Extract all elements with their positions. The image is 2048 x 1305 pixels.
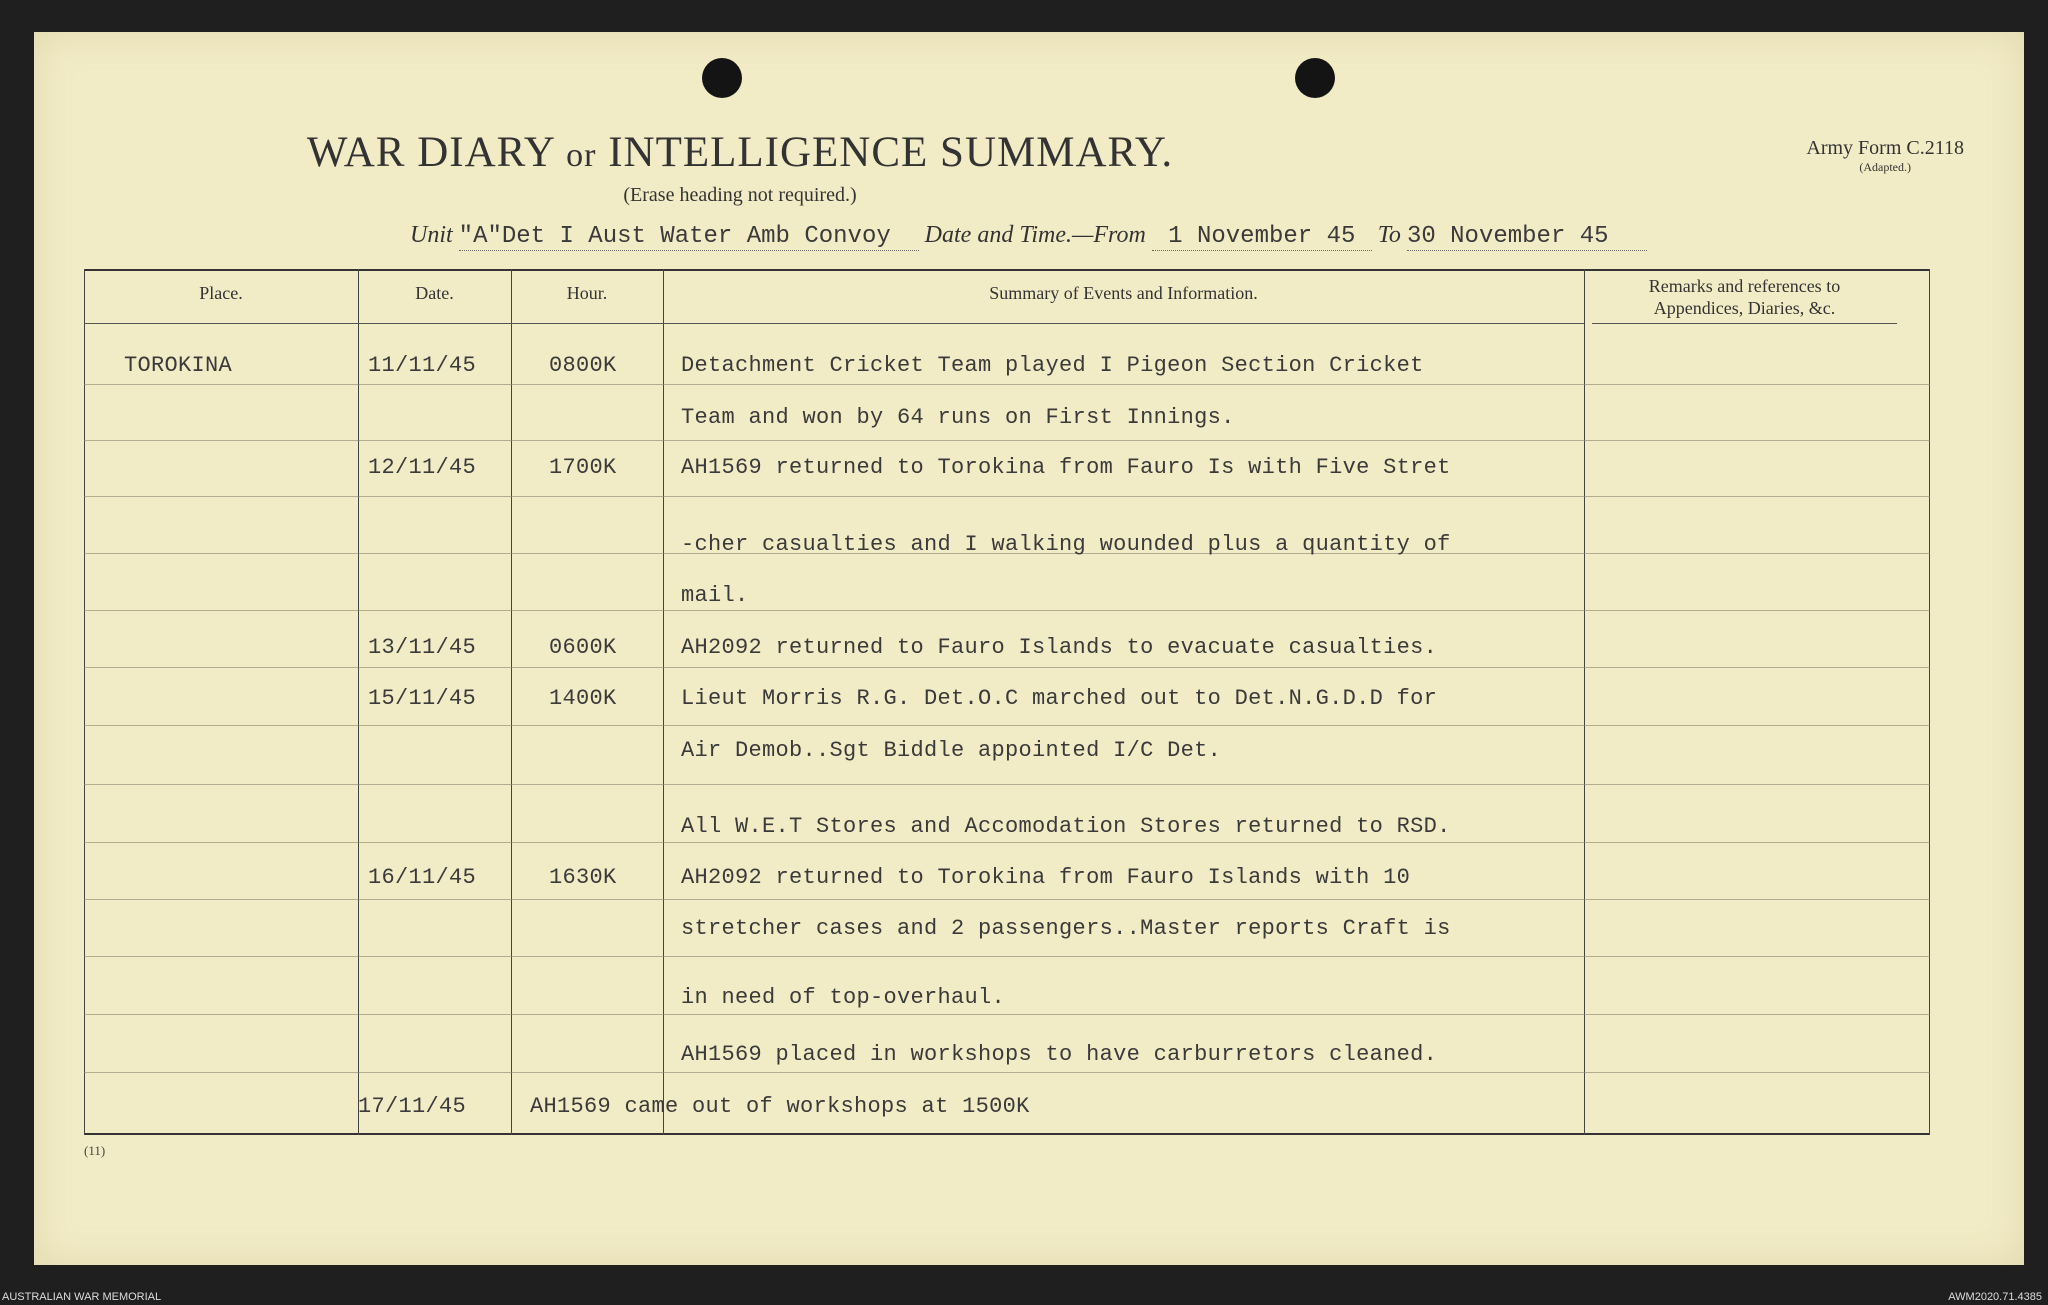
column-header-place: Place.: [199, 283, 243, 303]
page-number: (11): [84, 1143, 106, 1158]
entry-date: 12/11/45: [368, 455, 477, 480]
entry-text: stretcher cases and 2 passengers..Master reports Craft is: [681, 916, 1451, 941]
entry-hour: 0600K: [549, 635, 617, 660]
entry-text: in need of top-overhaul.: [681, 985, 1006, 1010]
entry-text: Air Demob..Sgt Biddle appointed I/C Det.: [681, 738, 1222, 763]
punch-hole-left: [702, 58, 742, 98]
column-header-date: Date.: [415, 283, 454, 303]
table-top-rule: [84, 269, 1930, 271]
entry-hour: 1630K: [549, 865, 617, 890]
remarks-header-line1: Remarks and references to: [1648, 276, 1841, 296]
entry-date: 13/11/45: [368, 635, 477, 660]
punch-hole-right: [1295, 58, 1335, 98]
row-rule: [84, 496, 1930, 497]
to-value: 30 November 45: [1407, 223, 1647, 251]
unit-line: [410, 222, 1647, 251]
entry-text: -cher casualties and I walking wounded plus a quantity of: [681, 532, 1451, 557]
entry-date: 17/11/45: [358, 1094, 467, 1119]
army-form-note: (Adapted.): [1859, 160, 1912, 174]
entry-text: Team and won by 64 runs on First Innings.: [681, 405, 1235, 430]
title-part1: WAR DIARY: [306, 129, 555, 176]
row-rule: [84, 725, 1930, 726]
from-value: 1 November 45: [1152, 223, 1372, 251]
entry-date: 16/11/45: [368, 865, 477, 890]
entry-text: AH2092 returned to Torokina from Fauro Islands with 10: [681, 865, 1411, 890]
title-or: or: [566, 137, 597, 174]
entry-text: AH1569 came out of workshops at 1500K: [530, 1094, 1030, 1119]
to-label: To: [1377, 222, 1401, 248]
page-title: [0, 128, 1480, 177]
column-divider: [663, 269, 664, 1135]
row-rule: [84, 899, 1930, 900]
column-header-remarks: [1592, 275, 1897, 319]
unit-value: "A"Det I Aust Water Amb Convoy: [459, 223, 919, 251]
column-divider: [1584, 269, 1585, 1135]
entry-date: 15/11/45: [368, 686, 477, 711]
row-rule: [84, 610, 1930, 611]
column-divider: [358, 269, 359, 1135]
entry-text: AH1569 placed in workshops to have carburretors cleaned.: [681, 1042, 1438, 1067]
row-rule: [84, 956, 1930, 957]
entry-text: Detachment Cricket Team played I Pigeon Section Cricket: [681, 353, 1424, 378]
date-label: Date and Time.—From: [924, 222, 1146, 248]
header-rule-remarks: [1592, 323, 1897, 324]
entry-hour: 1700K: [549, 455, 617, 480]
entry-text: mail.: [681, 583, 749, 608]
column-header-hour: Hour.: [566, 283, 608, 303]
row-rule: [84, 1072, 1930, 1073]
entry-text: AH2092 returned to Fauro Islands to evacuate casualties.: [681, 635, 1438, 660]
remarks-header-line2: Appendices, Diaries, &c.: [1653, 298, 1836, 318]
header-rule: [84, 323, 1584, 324]
column-divider: [1929, 269, 1930, 1135]
column-divider: [84, 269, 85, 1135]
unit-label: Unit: [410, 222, 453, 248]
row-rule: [84, 440, 1930, 441]
entry-place: TOROKINA: [124, 353, 233, 378]
table-bottom-rule: [84, 1133, 1930, 1135]
entry-text: AH1569 returned to Torokina from Fauro Is with Five Stret: [681, 455, 1451, 480]
row-rule: [84, 1014, 1930, 1015]
column-divider: [511, 269, 512, 1135]
entry-text: Lieut Morris R.G. Det.O.C marched out to Det.N.G.D.D for: [681, 686, 1438, 711]
entry-date: 11/11/45: [368, 353, 477, 378]
row-rule: [84, 667, 1930, 668]
footer-source: AUSTRALIAN WAR MEMORIAL: [2, 1291, 162, 1303]
footer-reference: AWM2020.71.4385: [1948, 1291, 2042, 1303]
subtitle: (Erase heading not required.): [623, 184, 857, 206]
row-rule: [84, 784, 1930, 785]
column-header-summary: Summary of Events and Information.: [989, 283, 1258, 303]
title-part2: INTELLIGENCE SUMMARY.: [608, 129, 1174, 176]
row-rule: [84, 842, 1930, 843]
entry-text: All W.E.T Stores and Accomodation Stores returned to RSD.: [681, 814, 1451, 839]
row-rule: [84, 384, 1930, 385]
entry-hour: 1400K: [549, 686, 617, 711]
entry-hour: 0800K: [549, 353, 617, 378]
army-form-number: Army Form C.2118: [1806, 137, 1964, 159]
army-form-label: [1806, 137, 1964, 175]
